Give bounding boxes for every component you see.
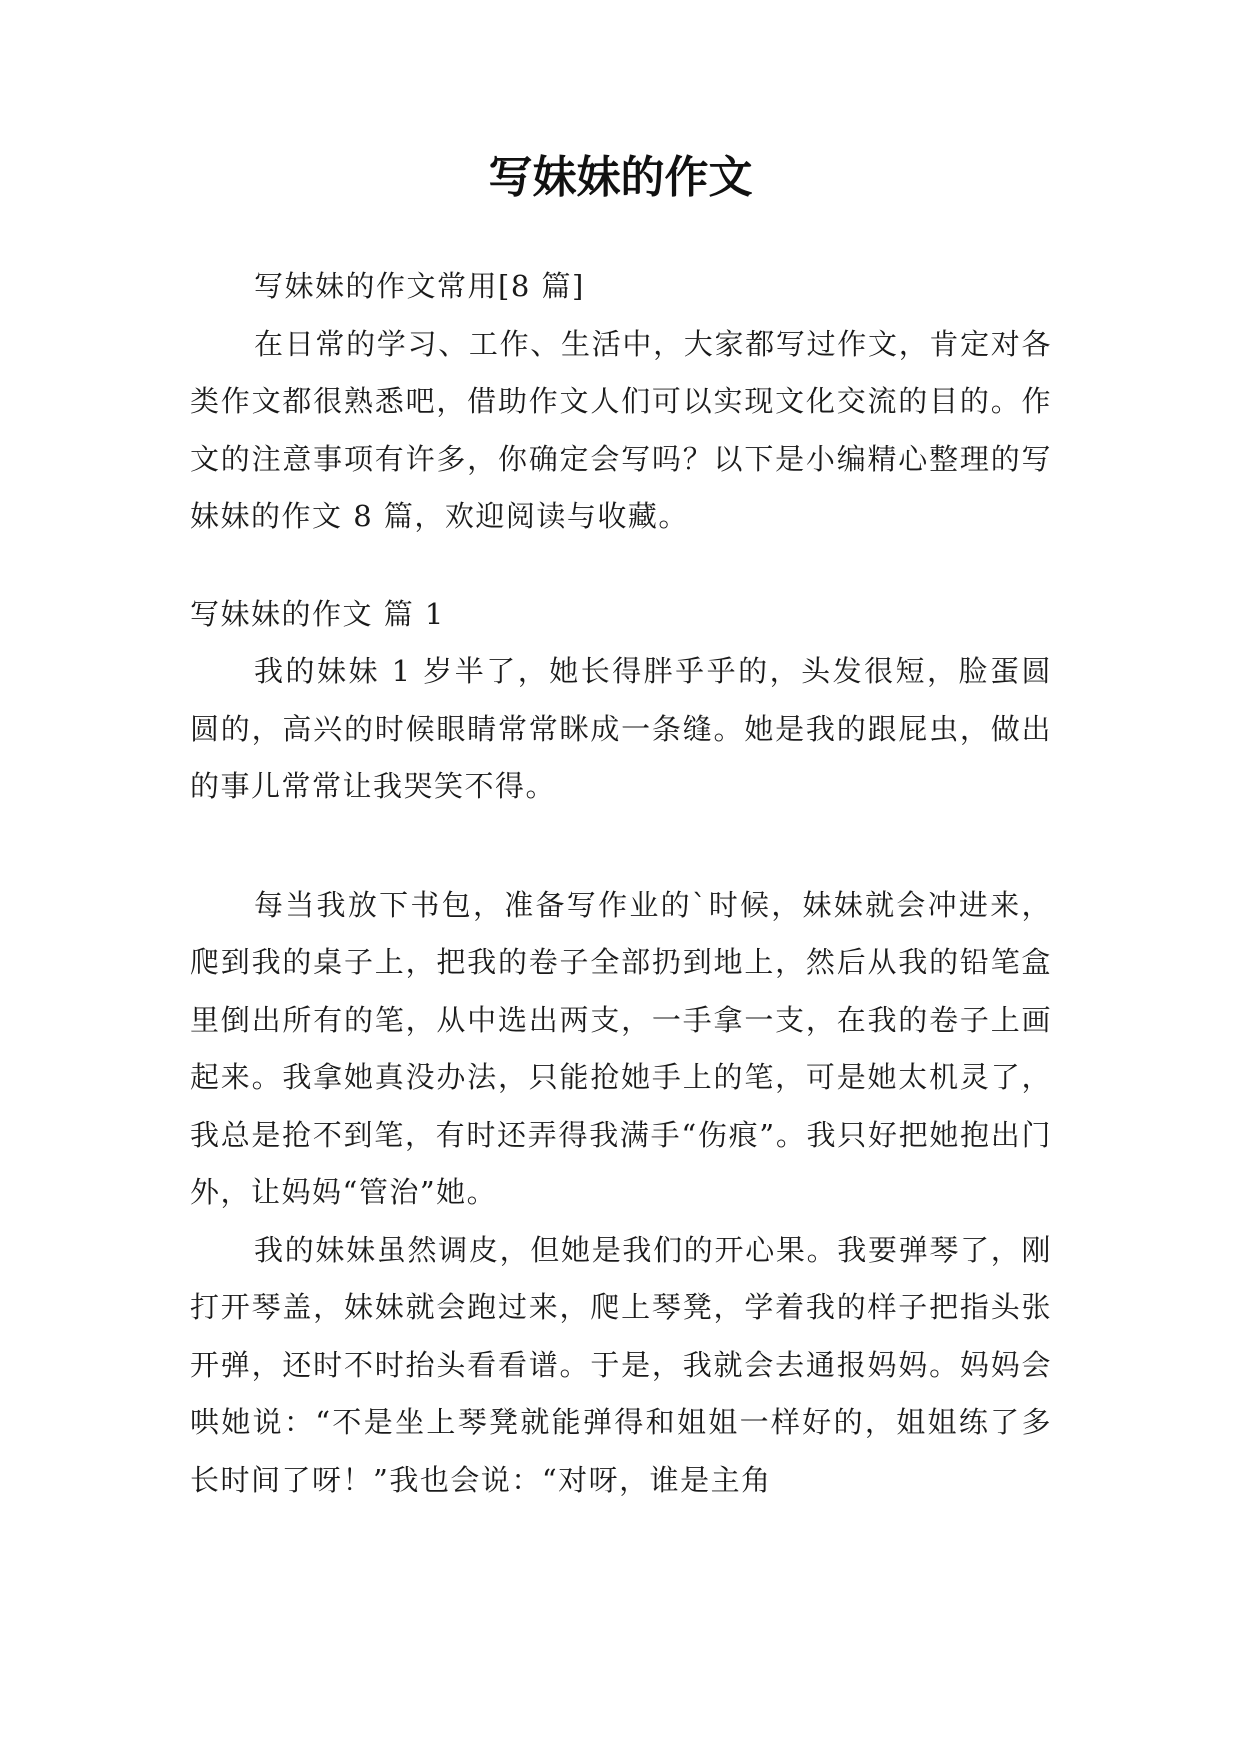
intro-paragraph: 在日常的学习、工作、生活中，大家都写过作文，肯定对各类作文都很熟悉吧，借助作文人们可以实现文化交流的目的。作文的注意事项有许多，你确定会写吗？以下是小编精心整理的写妹妹的作文 8 篇，欢迎阅读与收藏。	[190, 326, 1052, 533]
section-paragraph-3: 我的妹妹虽然调皮，但她是我们的开心果。我要弹琴了，刚打开琴盖，妹妹就会跑过来，爬上琴凳，学着我的样子把指头张开弹，还时不时抬头看看谱。于是，我就会去通报妈妈。妈妈会哄她说：“不是坐上琴凳就能弹得和姐姐一样好的，姐姐练了多长时间了呀！”我也会说：“对呀，谁是主角	[190, 1232, 1052, 1497]
document-title: 写妹妹的作文	[488, 152, 753, 203]
section-spacer	[190, 546, 1052, 586]
section-paragraph-1: 我的妹妹 1 岁半了，她长得胖乎乎的，头发很短，脸蛋圆圆的，高兴的时候眼睛常常眯成一条缝。她是我的跟屁虫，做出的事儿常常让我哭笑不得。	[190, 654, 1052, 803]
paragraph-spacer	[190, 816, 1052, 877]
section-paragraph-2: 每当我放下书包，准备写作业的`时候，妹妹就会冲进来，爬到我的桌子上，把我的卷子全部扔到地上，然后从我的铅笔盒里倒出所有的笔，从中选出两支，一手拿一支，在我的卷子上画起来。我拿她真没办法，只能抢她手上的笔，可是她太机灵了，我总是抢不到笔，有时还弄得我满手“伤痕”。我只好把她抱出门外，让妈妈“管治”她。	[190, 887, 1052, 1209]
intro-subtitle: 写妹妹的作文常用[8 篇]	[254, 269, 585, 303]
section-heading: 写妹妹的作文 篇 1	[190, 596, 445, 631]
document-body	[190, 258, 1052, 1509]
